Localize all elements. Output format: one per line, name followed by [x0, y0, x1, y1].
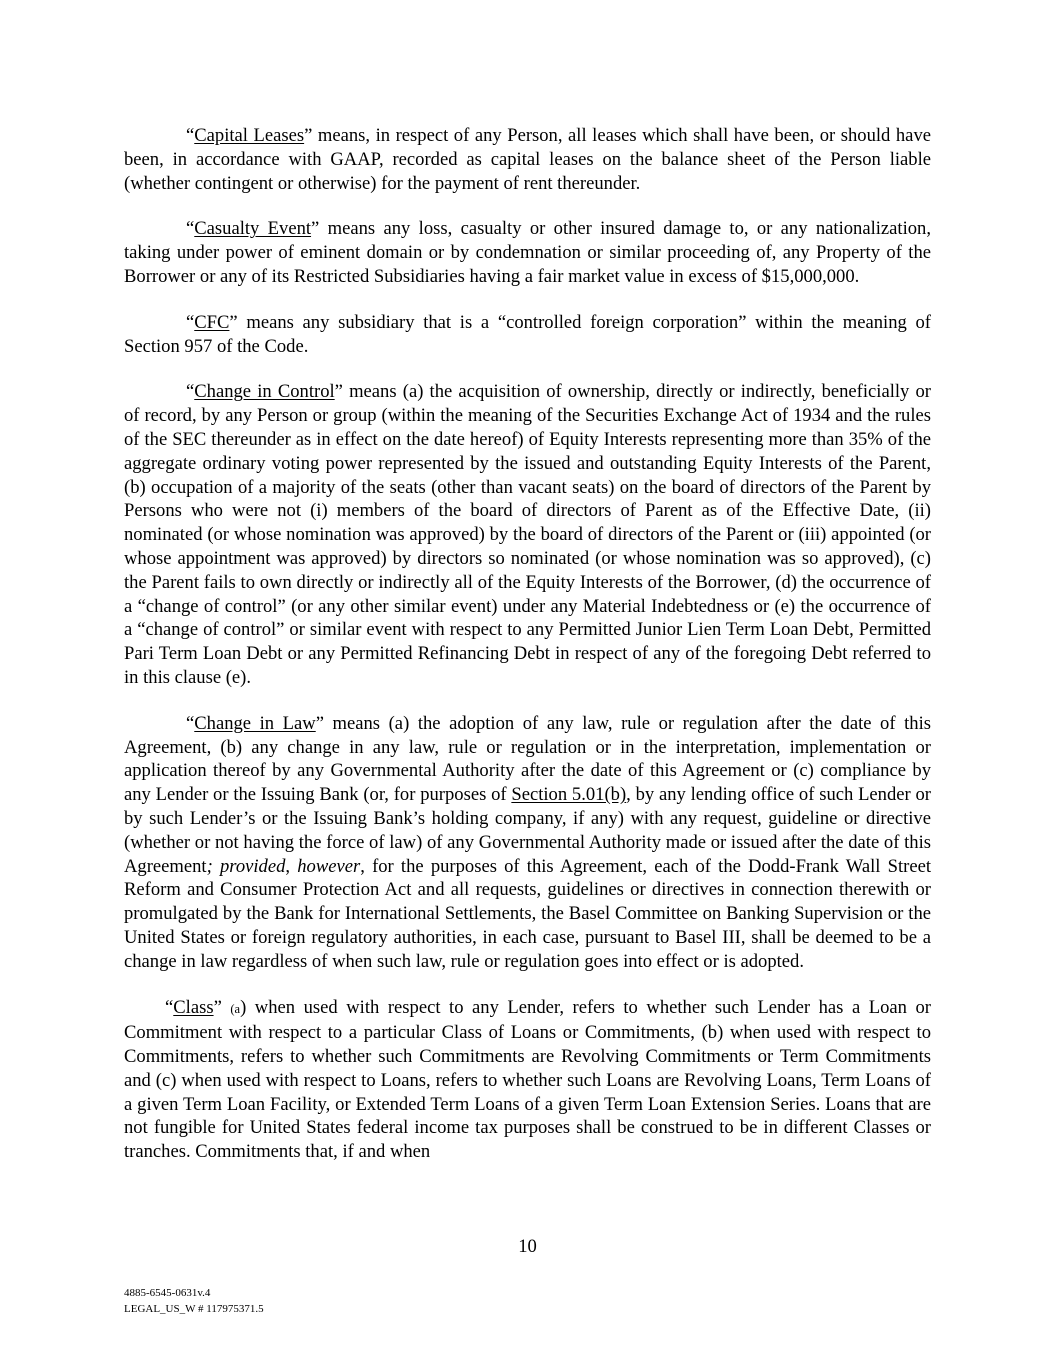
page-number: 10: [518, 1236, 537, 1257]
proviso-however: however: [297, 855, 361, 877]
definition-capital-leases: [124, 124, 931, 195]
definition-change-in-control: [124, 380, 931, 689]
defined-term: Change in Control: [194, 381, 335, 403]
doc-id-primary: 4885-6545-0631v.4: [124, 1287, 211, 1299]
definition-change-in-law: [124, 712, 931, 974]
footer-document-ids: [124, 1285, 264, 1317]
defined-term: Capital Leases: [194, 125, 305, 146]
open-quote: “: [186, 381, 195, 403]
definition-text: , by any lending office of such Lender or by such Lender’s or the Issuing Bank’s holding company, if any) with any request, guideline or directive (whether or not having the force of law) of any Governmental Authority made or issued after the date of this Agreement: [124, 784, 931, 877]
open-quote: “: [165, 996, 174, 1018]
definition-cfc: [124, 311, 931, 359]
page-body: [124, 124, 931, 1186]
proviso-separator: ,: [285, 855, 298, 877]
definition-text: ) when used with respect to any Lender, refers to whether such Lender has a Loan or Commitment with respect to a particular Class of Loans or Commitments, (b) when used with respect to Commitments, refers to whether such Commitments are Revolving Commitments or Term Commitments and (c) when used with respect to Loans, refers to whether such Loans are Revolving Loans, Term Loans of a given Term Loan Facility, or Extended Term Loans of a given Term Loan Extension Series. Loans that are not fungible for United States federal income tax purposes shall be construed to be in different Classes or tranches. Commitments that, if and when: [124, 996, 931, 1163]
open-quote: “: [186, 125, 195, 146]
definition-text: ” means (a) the acquisition of ownership, directly or indirectly, beneficially or of record, by any Person or group (within the meaning of the Securities Exchange Act of 1934 and the rules of the SEC thereunder as in effect on the date hereof) of Equity Interests representing more than 35% of the aggregate ordinary voting power represented by the issued and outstanding Equity Interests of the Parent, (b) occupation of a majority of the seats (other than vacant seats) on the board of directors of the Parent by Persons who were not (i) members of the board of directors of Parent as of the Effective Date, (ii) nominated (or whose nomination was approved) by the board of directors of the Parent or (iii) appointed (or whose appointment was approved) by directors so nominated (or whose nomination was so approved), (c) the Parent fails to own directly or indirectly all of the Equity Interests of the Borrower, (d) the occurrence of a “change of control” (or any other similar event) under any Material Indebtedness or (e) the occurrence of a “change of control” or similar event with respect to any Permitted Junior Lien Term Loan Debt, Permitted Pari Term Loan Debt or any Permitted Refinancing Debt in respect of any of the foregoing Debt referred to in this clause (e).: [124, 381, 931, 688]
definition-text: ” means any subsidiary that is a “controlled foreign corporation” within the meaning of Section 957 of the Code.: [124, 311, 931, 357]
defined-term: Class: [173, 996, 214, 1018]
defined-term: CFC: [194, 311, 230, 333]
definition-text: ” means, in respect of any Person, all leases which shall have been, or should have been, in accordance with GAAP, recorded as capital leases on the balance sheet of the Person liable (whether contingent or otherwise) for the payment of rent thereunder.: [124, 125, 931, 194]
open-quote: “: [186, 218, 195, 240]
definition-casualty-event: [124, 217, 931, 288]
definition-text: ” means any loss, casualty or other insured damage to, or any nationalization, taking under power of eminent domain or by condemnation or similar proceeding of, any Property of the Borrower or any of its Restricted Subsidiaries having a fair market value in excess of $15,000,000.: [124, 218, 931, 287]
section-reference: Section 5.01(b): [511, 784, 627, 806]
close-quote: ”: [213, 996, 231, 1018]
open-quote: “: [186, 311, 195, 333]
proviso-provided: ; provided: [206, 855, 286, 877]
definition-class: [124, 996, 931, 1165]
definition-text: , for the purposes of this Agreement, each of the Dodd-Frank Wall Street Reform and Consumer Protection Act and all requests, guidelines or directives in connection therewith or promulgated by the Bank for International Settlements, the Basel Committee on Banking Supervision or the United States or foreign regulatory authorities, in each case, pursuant to Basel III, shall be deemed to be a change in law regardless of when such law, rule or regulation goes into effect or is adopted.: [124, 855, 931, 972]
open-quote: “: [186, 712, 195, 734]
clause-marker: (a: [230, 1001, 241, 1016]
defined-term: Change in Law: [194, 712, 316, 734]
doc-id-secondary: LEGAL_US_W # 117975371.5: [124, 1303, 264, 1315]
definition-text: ” means (a) the adoption of any law, rule or regulation after the date of this Agreement, (b) any change in any law, rule or regulation or in the interpretation, implementation or application thereof by any Governmental Authority after the date of this Agreement or (c) compliance by any Lender or the Issuing Bank (or, for purposes of: [124, 712, 931, 806]
defined-term: Casualty Event: [194, 218, 312, 240]
